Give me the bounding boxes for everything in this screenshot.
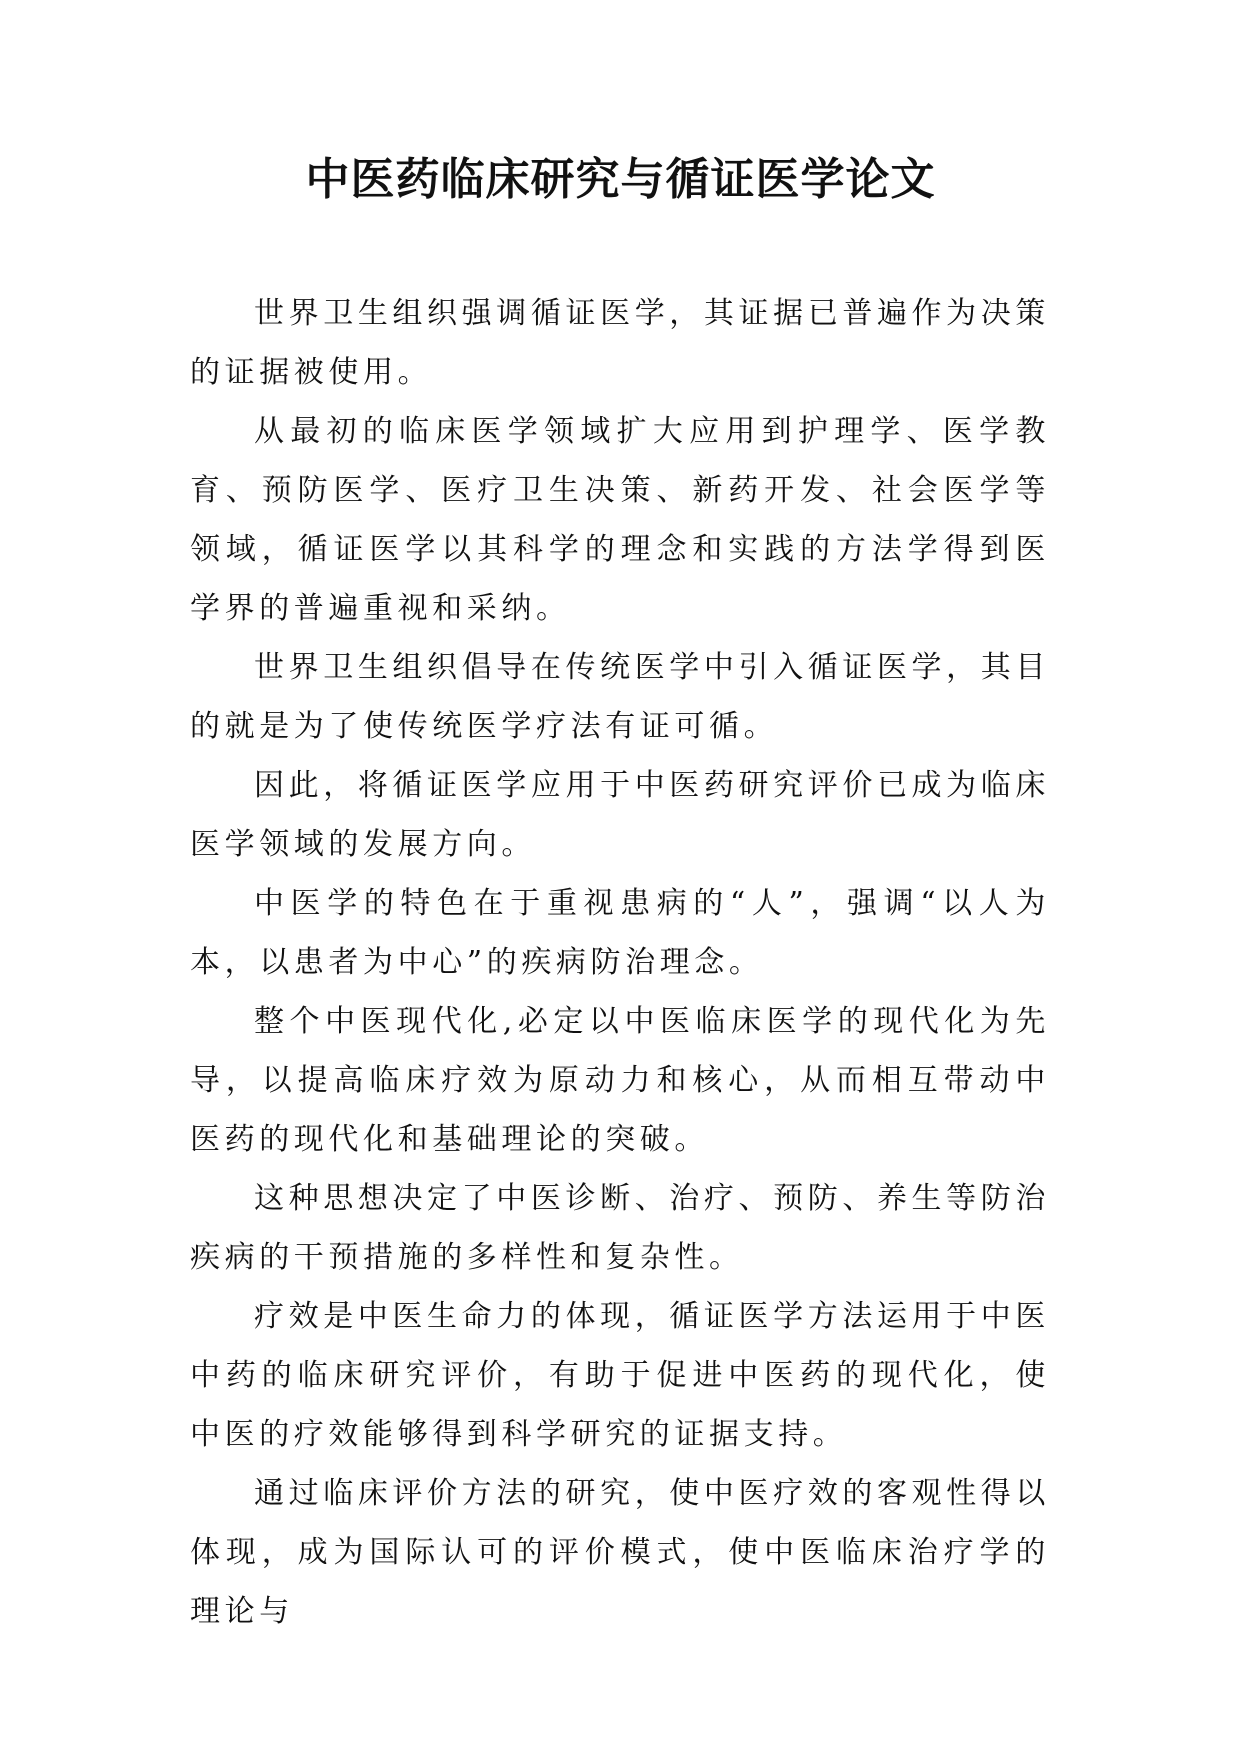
paragraph: 通过临床评价方法的研究，使中医疗效的客观性得以体现，成为国际认可的评价模式，使中医临床治疗学的理论与 xyxy=(190,1476,1050,1629)
document-title: 中医药临床研究与循证医学论文 xyxy=(305,154,936,205)
document-body xyxy=(190,284,1050,1641)
paragraph: 从最初的临床医学领域扩大应用到护理学、医学教育、预防医学、医疗卫生决策、新药开发、社会医学等领域，循证医学以其科学的理念和实践的方法学得到医学界的普遍重视和采纳。 xyxy=(190,414,1050,626)
paragraph: 世界卫生组织强调循证医学，其证据已普遍作为决策的证据被使用。 xyxy=(190,296,1050,390)
paragraph: 中医学的特色在于重视患病的“人”，强调“以人为本，以患者为中心”的疾病防治理念。 xyxy=(190,886,1050,980)
paragraph: 世界卫生组织倡导在传统医学中引入循证医学，其目的就是为了使传统医学疗法有证可循。 xyxy=(190,650,1050,744)
paragraph: 整个中医现代化,必定以中医临床医学的现代化为先导，以提高临床疗效为原动力和核心，从而相互带动中医药的现代化和基础理论的突破。 xyxy=(190,1004,1050,1157)
paragraph: 因此，将循证医学应用于中医药研究评价已成为临床医学领域的发展方向。 xyxy=(190,768,1050,862)
paragraph: 疗效是中医生命力的体现，循证医学方法运用于中医中药的临床研究评价，有助于促进中医药的现代化，使中医的疗效能够得到科学研究的证据支持。 xyxy=(190,1299,1050,1452)
paragraph: 这种思想决定了中医诊断、治疗、预防、养生等防治疾病的干预措施的多样性和复杂性。 xyxy=(190,1181,1050,1275)
